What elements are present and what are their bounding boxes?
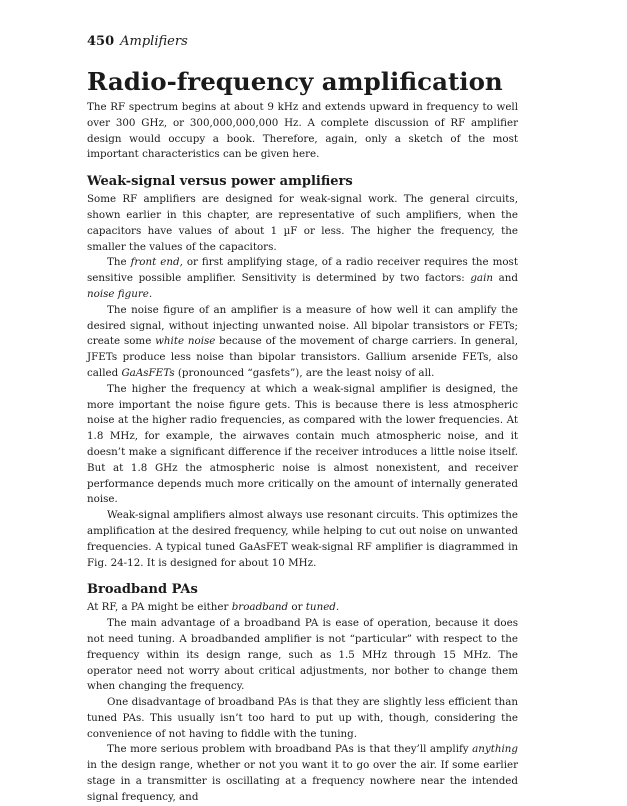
term-broadband: broadband [231, 601, 289, 614]
running-head [87, 34, 188, 50]
paragraph: The noise figure of an amplifier is a measure of how well it can amplify the desired signal, without injecting unwanted noise. All bipolar transistors or FETs; create some white noise because of the movement of charge carriers. In general, JFETs produce less noise than bipolar transistors. Gallium arsenide FETs, also called GaAsFETs (pronounced “gasfets”), are the least noisy of all. [87, 303, 519, 379]
intro-paragraph: The RF spectrum begins at about 9 kHz and extends upward in frequency to well over 300 GHz, or 300,000,000,000 Hz. A complete discussion of RF amplifier design would occupy a book. Therefore, again, only a sketch of the most important characteristics can be given here. [87, 101, 518, 161]
paragraph: The front end, or first amplifying stage, of a radio receiver requires the most sensitive possible amplifier. Sensitivity is determined by two factors: gain and noise figure. [87, 256, 518, 300]
term-front-end: front end, [130, 256, 183, 269]
paragraph: One disadvantage of broadband PAs is that they are slightly less efficient than tuned PAs. This usually isn’t too hard to put up with, though, considering the convenience of not having to fiddle with the tuning. [87, 696, 518, 740]
term-noise-figure: noise figure. [87, 287, 153, 300]
page-number: 450 [87, 34, 115, 49]
body-text [87, 100, 518, 806]
paragraph: The main advantage of a broadband PA is ease of operation, because it does not need tuning. A broadbanded amplifier is not “particular” with respect to the frequency within its design range, such as 1.5 MHz through 15 MHz. The operator need not worry about critical adjustments, nor bother to change them when changing the frequency. [87, 617, 518, 693]
term-tuned: tuned. [305, 601, 340, 614]
running-section-title: Amplifiers [120, 34, 188, 49]
paragraph: The higher the frequency at which a weak-signal amplifier is designed, the more important the noise figure gets. This is because there is less atmospheric noise at the higher radio frequencies, as compared with the lower frequencies. At 1.8 MHz, for example, the airwaves contain much atmospheric noise, and it doesn’t make a significant difference if the receiver introduces a little noise itself. But at 1.8 GHz the atmospheric noise is almost nonexistent, and receiver performance depends much more critically on the amount of internally generated noise. [87, 382, 518, 506]
section-heading-weak-signal: Weak-signal versus power amplifiers [87, 174, 353, 190]
term-gaasfets: GaAsFETs [121, 366, 175, 379]
section-heading-broadband: Broadband PAs [87, 582, 198, 598]
paragraph: At RF, a PA might be either broadband or tuned. [87, 601, 340, 614]
term-gain: gain [470, 272, 493, 285]
paragraph: The more serious problem with broadband PAs is that they’ll amplify anything in the design range, whether or not you want it to go over the air. If some earlier stage in a transmitter is oscillating at a frequency nowhere near the intended signal frequency, and [87, 743, 518, 803]
page-title: Radio-frequency amplification [87, 67, 503, 96]
paragraph: Weak-signal amplifiers almost always use resonant circuits. This optimizes the amplification at the desired frequency, while helping to cut out noise on unwanted frequencies. A typical tuned GaAsFET weak-signal RF amplifier is diagrammed in Fig. 24-12. It is designed for about 10 MHz. [87, 509, 518, 569]
term-anything: anything [472, 743, 518, 756]
paragraph: Some RF amplifiers are designed for weak-signal work. The general circuits, shown earlier in this chapter, are representative of such amplifiers, when the capacitors have values of about 1 µF or less. The higher the frequency, the smaller the values of the capacitors. [87, 193, 518, 253]
term-white-noise: white noise [155, 335, 216, 348]
